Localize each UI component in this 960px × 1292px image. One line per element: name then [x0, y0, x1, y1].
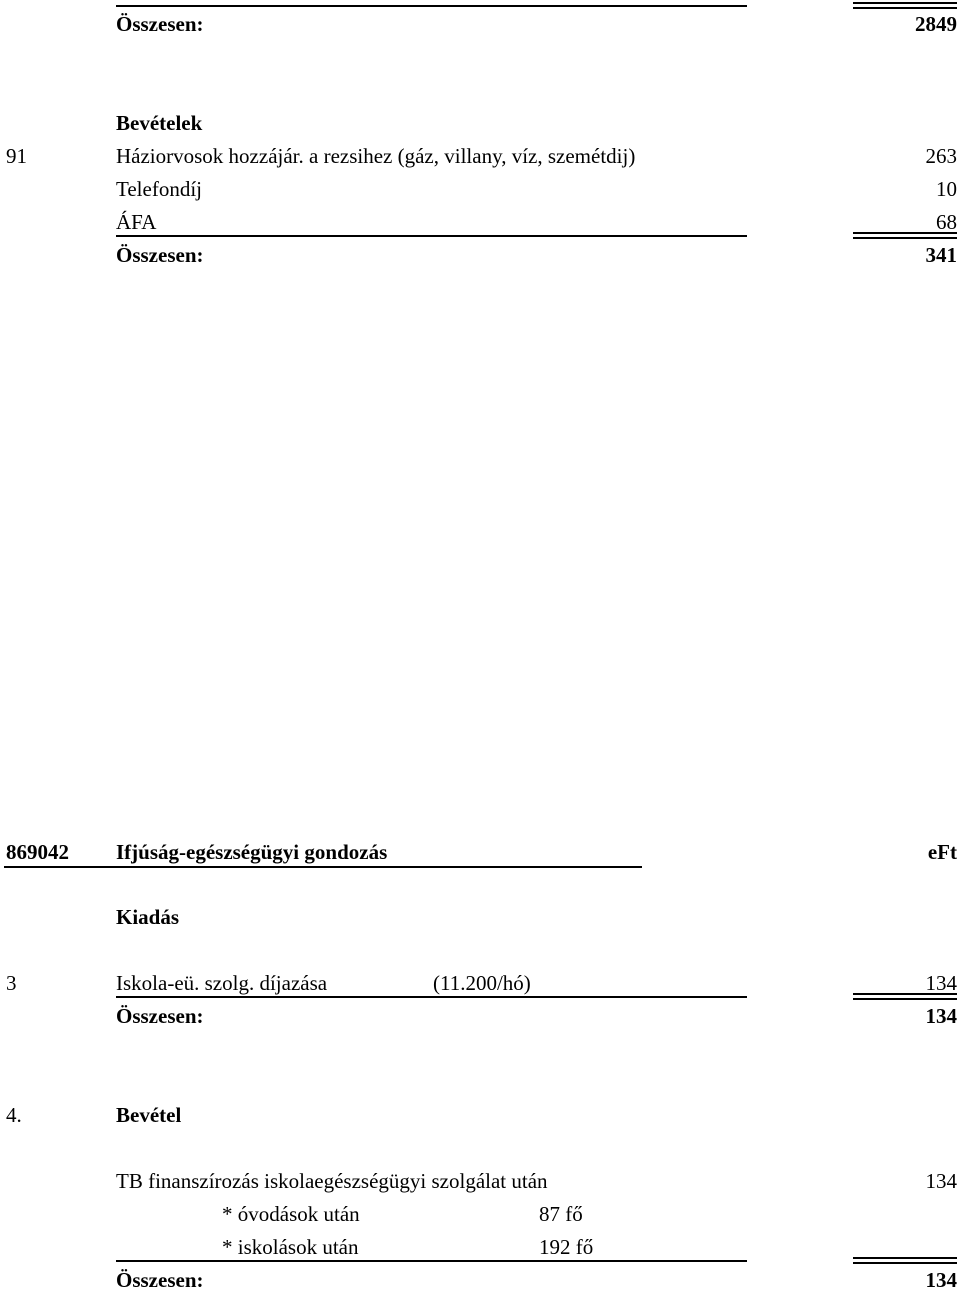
income2-sub-value: 87 fő: [539, 1202, 583, 1226]
income1-row-label: ÁFA: [116, 210, 157, 234]
income1-row-label: Háziorvosok hozzájár. a rezsihez (gáz, villany, víz, szemétdij): [116, 144, 636, 168]
section-unit: eFt: [927, 840, 957, 864]
expense-row-value: 134: [925, 971, 957, 995]
income1-row-value: 68: [936, 210, 957, 234]
expense-row-note: (11.200/hó): [433, 971, 531, 995]
income1-rule-right: [853, 232, 957, 239]
expense-total-label: Összesen:: [116, 1004, 204, 1028]
income2-total-value: 134: [925, 1268, 957, 1292]
income2-row-label: TB finanszírozás iskolaegészségügyi szolgálat után: [116, 1169, 548, 1193]
income2-sub-value: 192 fő: [539, 1235, 594, 1259]
expense-total-value: 134: [925, 1004, 957, 1028]
expense-row-label: Iskola-eü. szolg. díjazása: [116, 971, 328, 995]
income2-sub-label: * iskolások után: [222, 1235, 359, 1259]
income2-rule-right: [853, 1257, 957, 1264]
income1-rule-left: [116, 235, 747, 237]
income1-row-value: 10: [936, 177, 957, 201]
expense-row-code: 3: [6, 971, 17, 995]
section-underline: [4, 866, 642, 868]
section-code: 869042: [6, 840, 69, 864]
income1-total-value: 341: [925, 243, 957, 267]
top-total-label: Összesen:: [116, 12, 204, 36]
income2-total-label: Összesen:: [116, 1268, 204, 1292]
income2-code: 4.: [6, 1103, 22, 1127]
expense-rule-left: [116, 996, 747, 998]
income1-heading: Bevételek: [116, 111, 203, 135]
top-rule-right: [853, 2, 957, 9]
top-rule-left: [116, 5, 747, 7]
income2-heading: Bevétel: [116, 1103, 182, 1127]
income2-row-value: 134: [925, 1169, 957, 1193]
income2-sub-label: * óvodások után: [222, 1202, 360, 1226]
income1-total-label: Összesen:: [116, 243, 204, 267]
expense-rule-right: [853, 993, 957, 1000]
expense-heading: Kiadás: [116, 905, 180, 929]
income1-row-code: 91: [6, 144, 27, 168]
top-total-value: 2849: [915, 12, 957, 36]
income1-row-label: Telefondíj: [116, 177, 202, 201]
section-title: Ifjúság-egészségügyi gondozás: [116, 840, 388, 864]
income2-rule-left: [116, 1260, 747, 1262]
income1-row-value: 263: [925, 144, 957, 168]
